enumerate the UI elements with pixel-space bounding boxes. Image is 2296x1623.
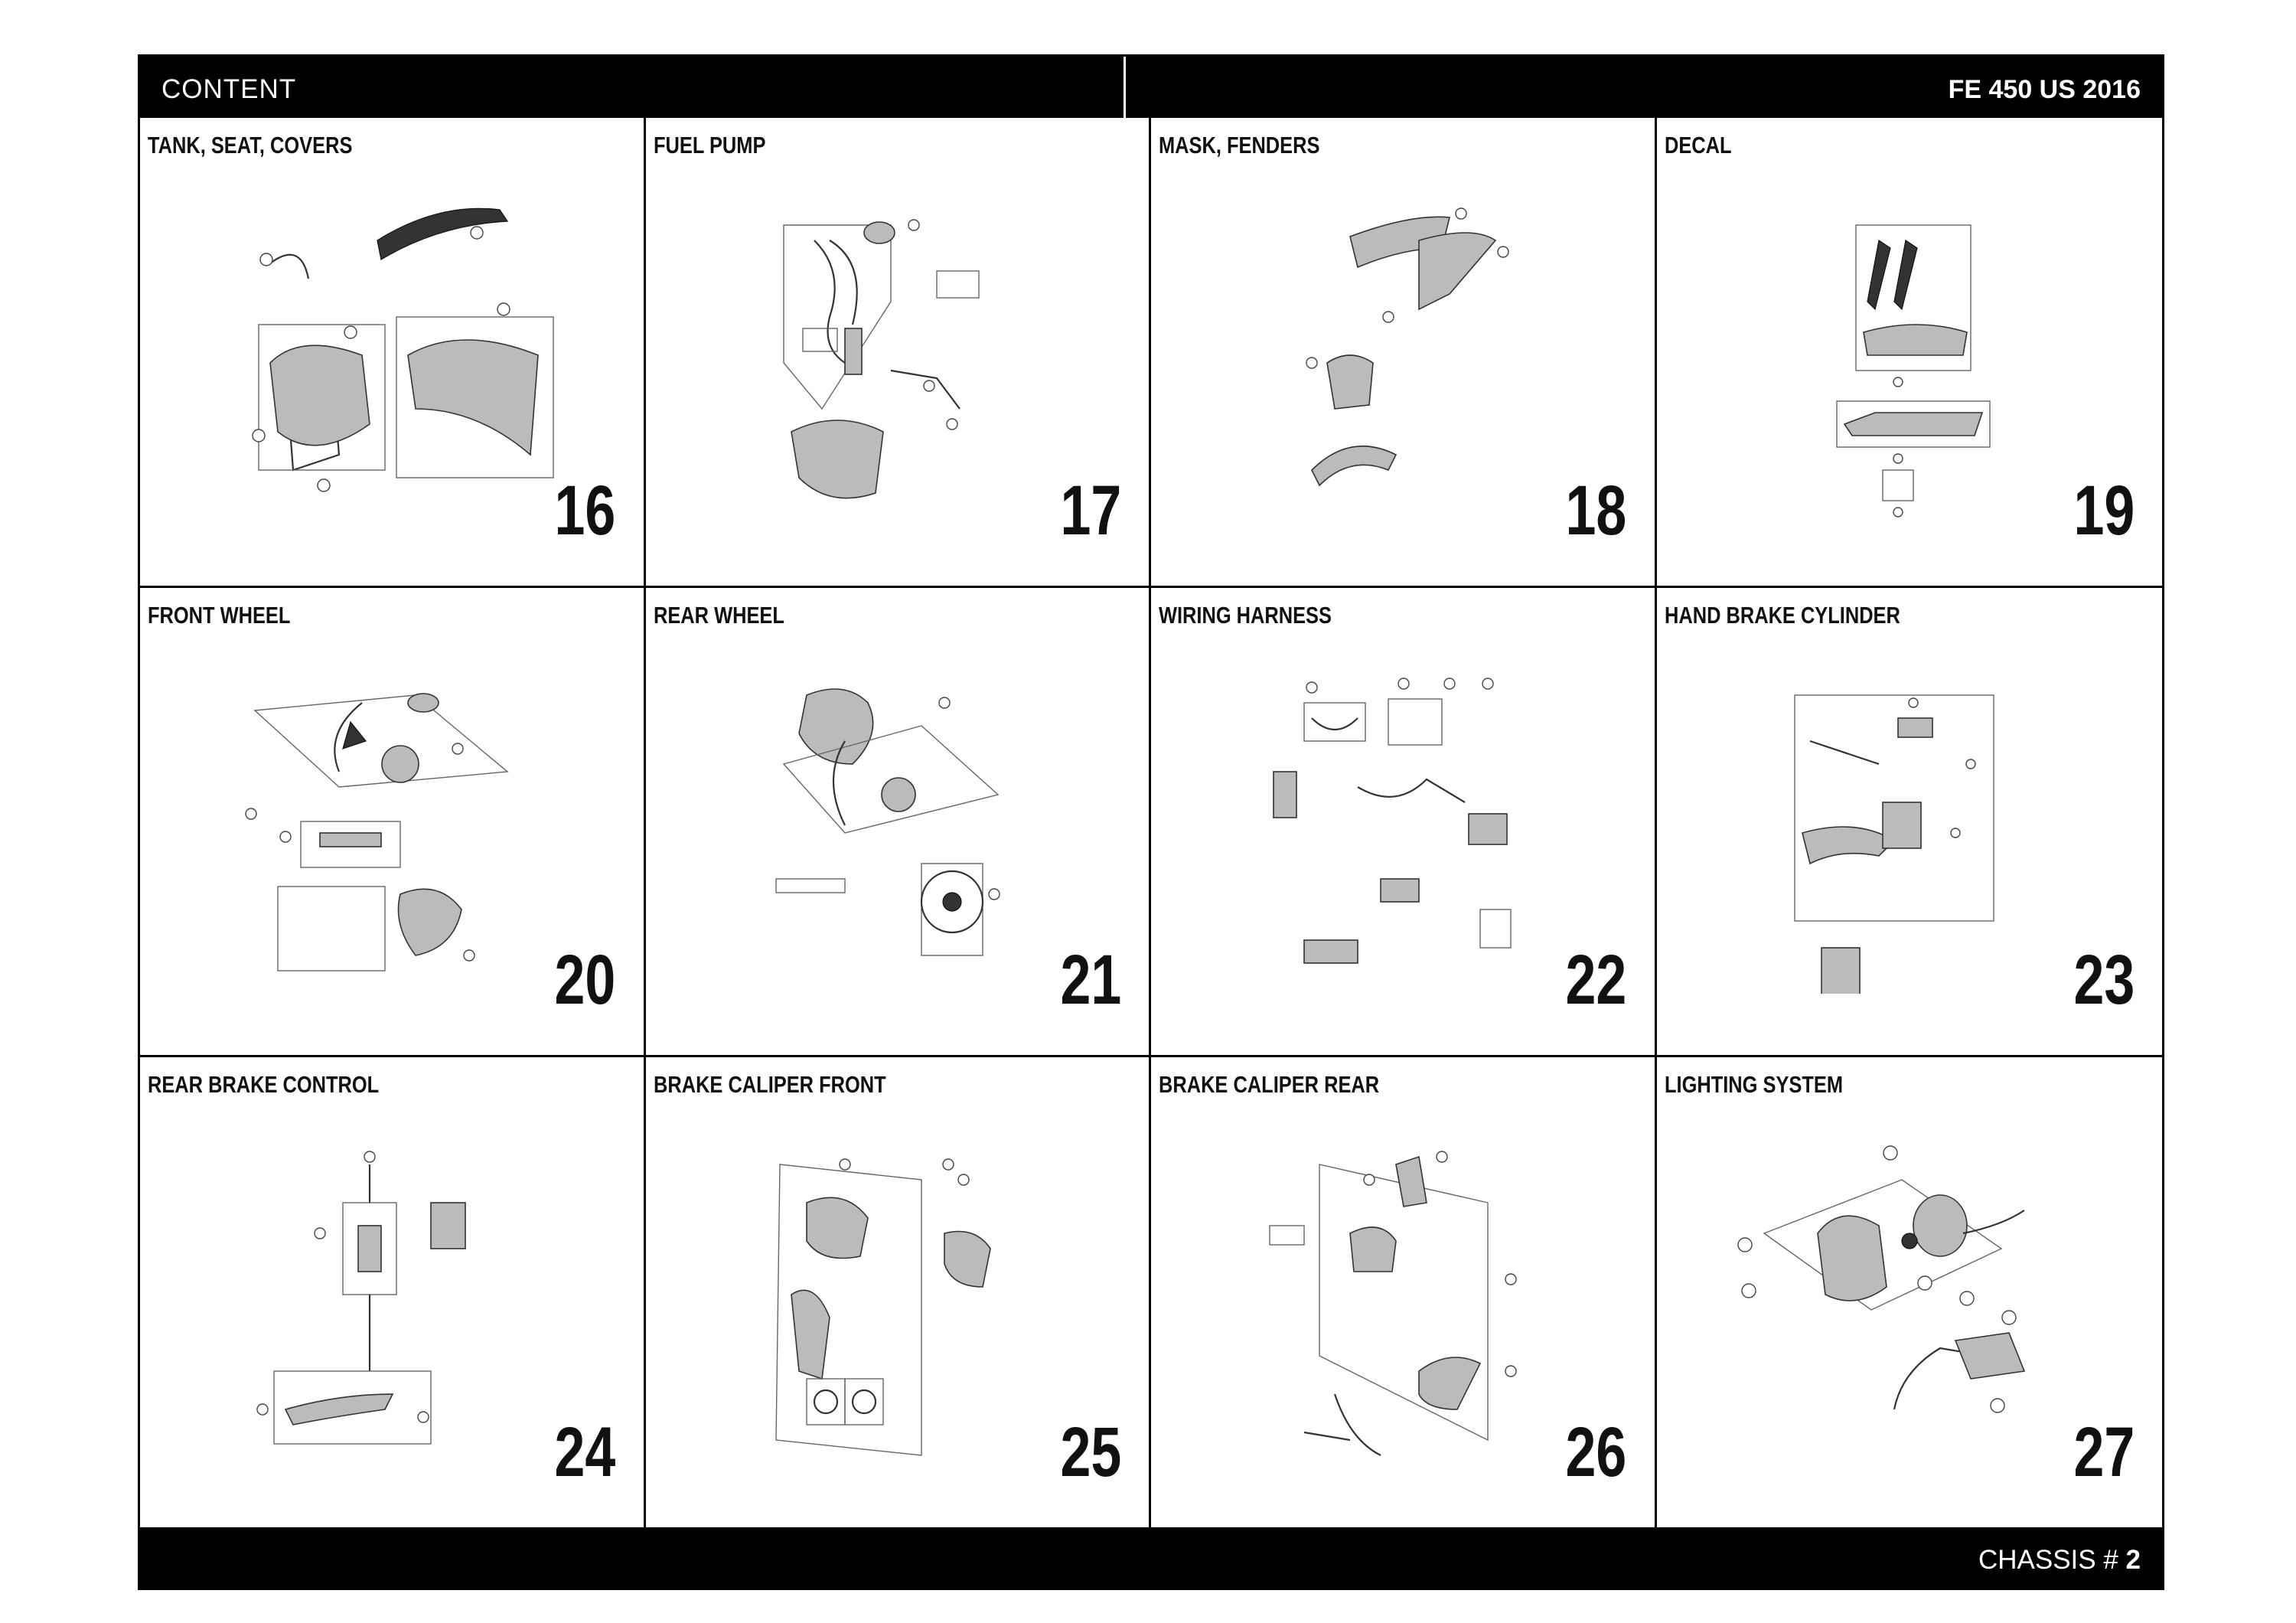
- section-tile-brake-caliper-rear[interactable]: [1151, 1057, 1657, 1527]
- mask-fenders-diagram: [1197, 179, 1580, 524]
- footer-page-label: [1978, 1527, 2141, 1588]
- section-page-number: 21: [1060, 941, 1121, 1020]
- section-tile-hand-brake-cylinder[interactable]: [1657, 588, 2163, 1058]
- section-page-number: 18: [1565, 471, 1627, 550]
- section-title: HAND BRAKE CYLINDER: [1664, 601, 1900, 629]
- section-tile-fuel-pump[interactable]: [646, 118, 1152, 588]
- tank-seat-covers-diagram: [186, 179, 569, 524]
- fuel-pump-diagram: [692, 179, 1075, 524]
- section-tile-lighting-system[interactable]: [1657, 1057, 2163, 1527]
- lighting-system-diagram: [1703, 1118, 2086, 1463]
- section-title: BRAKE CALIPER REAR: [1159, 1071, 1380, 1099]
- section-title: LIGHTING SYSTEM: [1664, 1071, 1843, 1099]
- section-tile-front-wheel[interactable]: [140, 588, 646, 1058]
- section-title: REAR WHEEL: [653, 601, 784, 629]
- footer-page-number: 2: [2125, 1545, 2141, 1575]
- hand-brake-cylinder-diagram: [1703, 649, 2086, 994]
- section-page-number: 20: [554, 941, 616, 1020]
- section-page-number: 24: [554, 1413, 616, 1491]
- wiring-harness-diagram: [1197, 649, 1580, 994]
- section-title: DECAL: [1664, 132, 1732, 158]
- header-content-label: CONTENT: [161, 74, 297, 104]
- section-title: WIRING HARNESS: [1159, 601, 1332, 629]
- header-divider: [1124, 57, 1126, 118]
- section-page-number: 26: [1565, 1413, 1627, 1491]
- section-tile-rear-brake-control[interactable]: [140, 1057, 646, 1527]
- rear-brake-control-diagram: [186, 1118, 569, 1463]
- section-tile-mask-fenders[interactable]: [1151, 118, 1657, 588]
- section-page-number: 17: [1060, 471, 1121, 550]
- section-tile-decal[interactable]: [1657, 118, 2163, 588]
- section-tile-brake-caliper-front[interactable]: [646, 1057, 1152, 1527]
- section-tile-tank-seat-covers[interactable]: [140, 118, 646, 588]
- section-title: FRONT WHEEL: [148, 601, 291, 629]
- section-page-number: 23: [2073, 941, 2135, 1020]
- section-page-number: 16: [554, 471, 616, 550]
- front-wheel-diagram: [186, 649, 569, 994]
- header-model-label: FE 450 US 2016: [1948, 75, 2141, 104]
- section-title: FUEL PUMP: [653, 132, 765, 158]
- brake-caliper-rear-diagram: [1197, 1118, 1580, 1463]
- footer-bar: [140, 1527, 2162, 1588]
- decal-diagram: [1703, 179, 2086, 524]
- section-title: REAR BRAKE CONTROL: [148, 1071, 380, 1099]
- section-page-number: 25: [1060, 1413, 1121, 1491]
- section-grid: [140, 118, 2162, 1527]
- section-title: BRAKE CALIPER FRONT: [653, 1071, 886, 1099]
- section-page-number: 22: [1565, 941, 1627, 1020]
- section-page-number: 27: [2073, 1413, 2135, 1491]
- section-title: TANK, SEAT, COVERS: [148, 132, 353, 158]
- header-bar: [140, 57, 2162, 118]
- section-title: MASK, FENDERS: [1159, 132, 1320, 158]
- brake-caliper-front-diagram: [692, 1118, 1075, 1463]
- section-tile-rear-wheel[interactable]: [646, 588, 1152, 1058]
- content-page: [138, 54, 2164, 1590]
- rear-wheel-diagram: [692, 649, 1075, 994]
- section-tile-wiring-harness[interactable]: [1151, 588, 1657, 1058]
- section-page-number: 19: [2073, 471, 2135, 550]
- footer-section-label: CHASSIS #: [1978, 1545, 2126, 1575]
